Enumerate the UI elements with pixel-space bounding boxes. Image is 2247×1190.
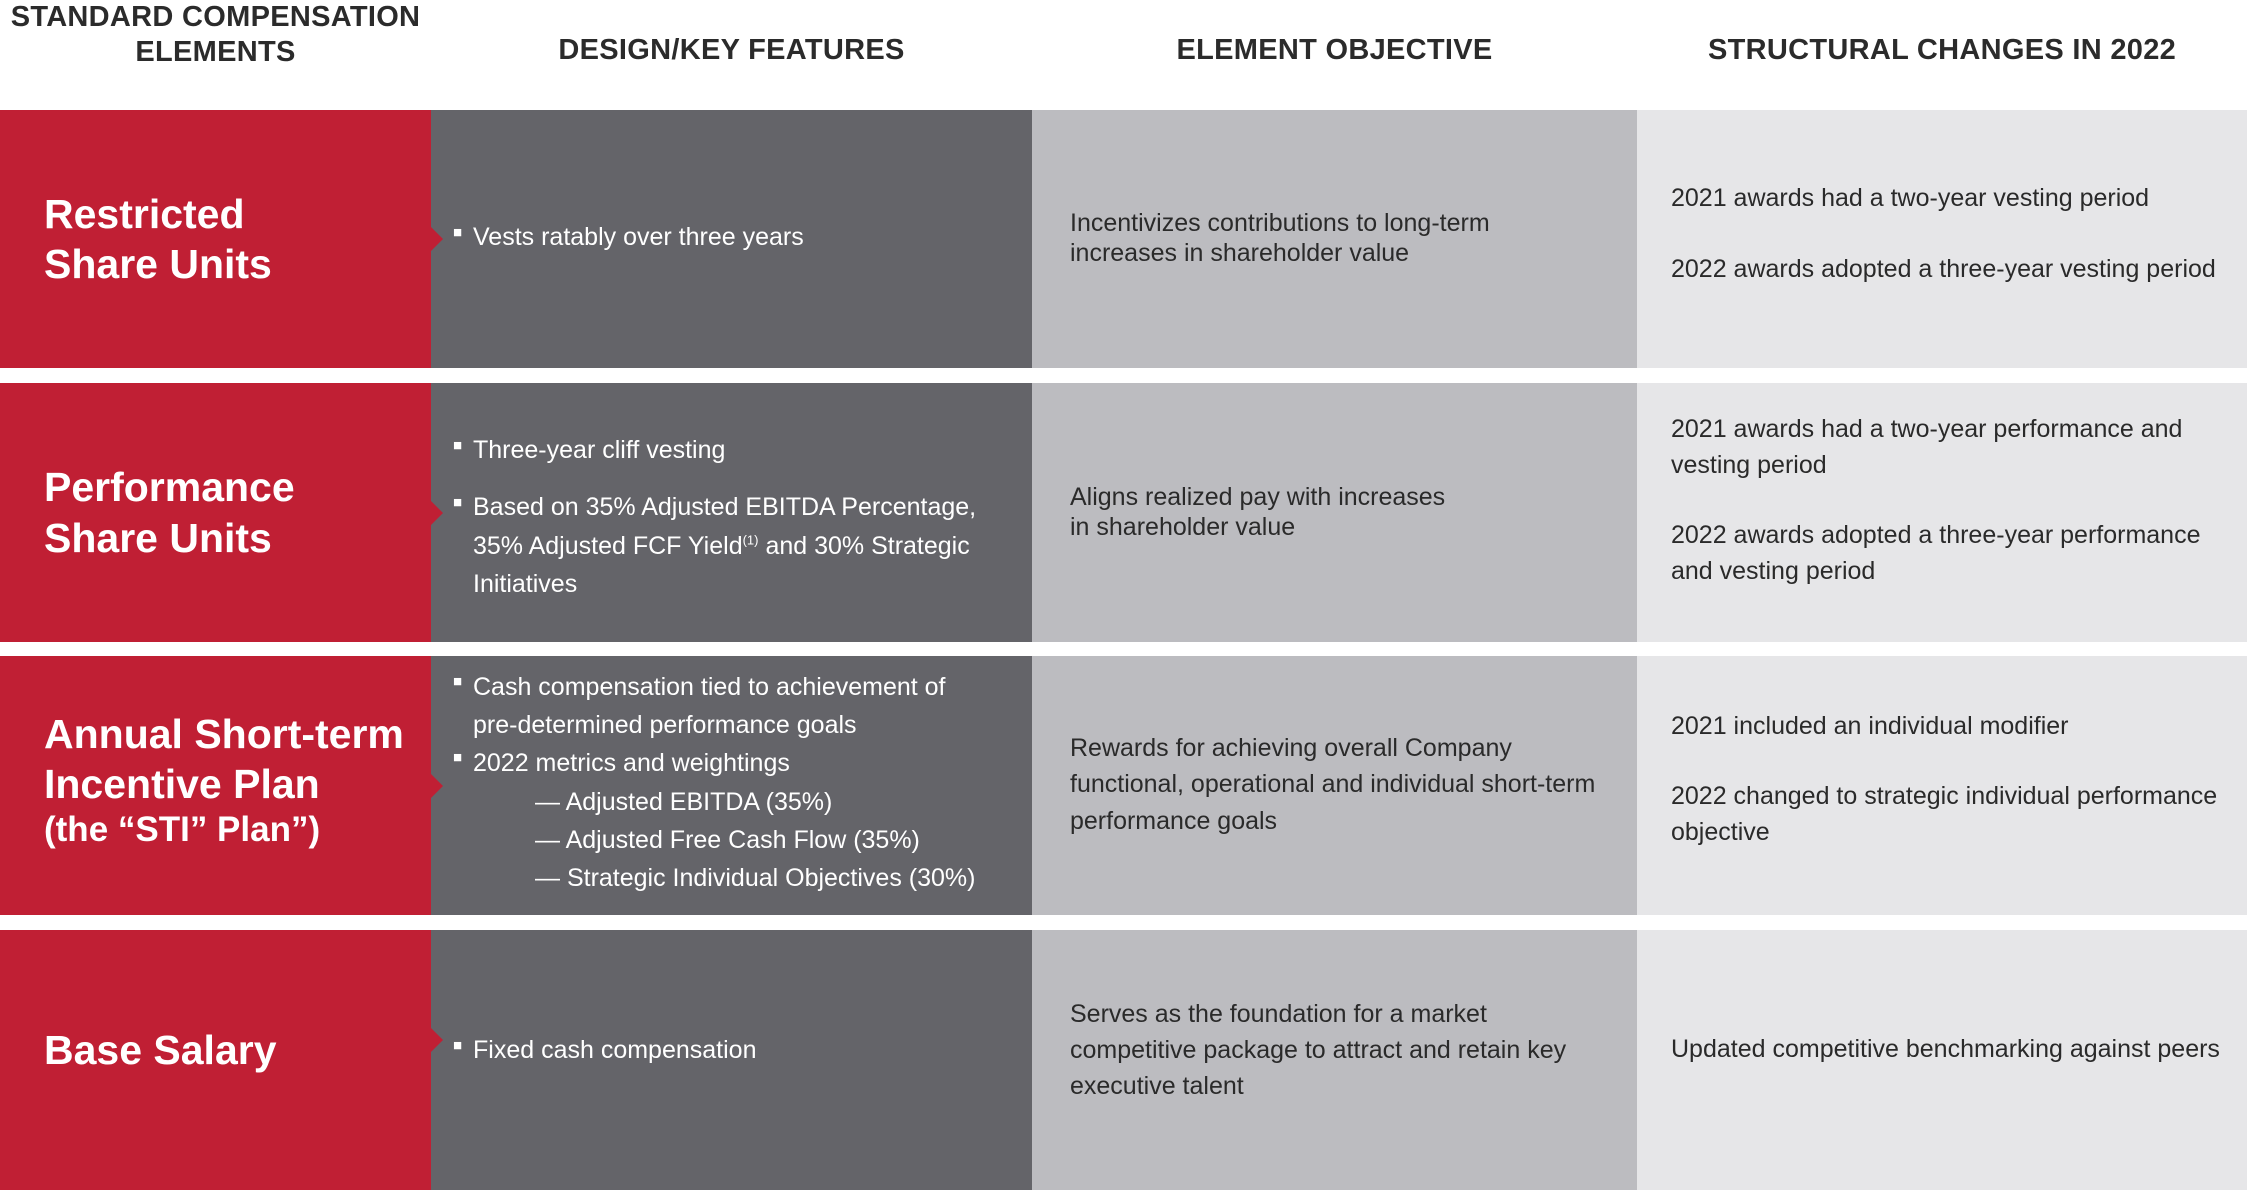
element-name-cell bbox=[0, 383, 431, 642]
element-name-cell bbox=[0, 930, 431, 1190]
features-cell bbox=[431, 110, 1032, 368]
row-base-salary bbox=[0, 930, 2247, 1190]
objective-cell bbox=[1032, 383, 1637, 642]
title-line: Share Units bbox=[44, 241, 272, 287]
objective-cell bbox=[1032, 656, 1637, 915]
feature-bullet bbox=[453, 1031, 756, 1070]
objective-cell bbox=[1032, 930, 1637, 1190]
change-item: 2021 included an individual modifier bbox=[1671, 711, 2069, 740]
changes-cell bbox=[1637, 110, 2247, 368]
feature-text: Based on 35% Adjusted EBITDA Percentage, bbox=[473, 492, 977, 521]
bullet-square-icon: ■ bbox=[453, 749, 463, 767]
element-title bbox=[44, 462, 295, 562]
feature-continuation: pre-determined performance goals bbox=[473, 711, 857, 739]
bullet-square-icon: ■ bbox=[453, 672, 463, 690]
feature-text: Vests ratably over three years bbox=[473, 222, 804, 251]
feature-continuation: Initiatives bbox=[473, 570, 578, 599]
objective-text: Serves as the foundation for a market competitive package to attract and retain key executive talent bbox=[1070, 999, 1567, 1101]
change-item: 2022 awards adopted a three-year vesting period bbox=[1671, 254, 2216, 283]
title-line: Share Units bbox=[44, 514, 272, 561]
feature-text: 35% Adjusted FCF Yield bbox=[473, 531, 743, 560]
header-compensation-elements bbox=[0, 0, 431, 70]
bullet-square-icon: ■ bbox=[453, 437, 463, 454]
title-line: Annual Short-term bbox=[44, 711, 404, 758]
element-title bbox=[44, 709, 404, 852]
row-annual-sti-plan bbox=[0, 656, 2247, 915]
sub-feature: — Adjusted EBITDA (35%) bbox=[535, 787, 833, 816]
change-item: Updated competitive benchmarking against peers bbox=[1671, 1035, 2220, 1064]
row-arrow-icon bbox=[431, 1028, 443, 1052]
change-item: 2022 changed to strategic individual performance objective bbox=[1671, 782, 2218, 846]
bullet-square-icon: ■ bbox=[453, 223, 463, 241]
row-restricted-share-units bbox=[0, 110, 2247, 368]
feature-bullet bbox=[453, 218, 804, 257]
objective-text: Rewards for achieving overall Company functional, operational and individual short-term performance goals bbox=[1070, 734, 1596, 835]
bullet-square-icon: ■ bbox=[453, 1036, 463, 1054]
change-item: 2022 awards adopted a three-year performance and vesting period bbox=[1671, 521, 2201, 585]
feature-text: Fixed cash compensation bbox=[473, 1035, 757, 1064]
row-arrow-icon bbox=[431, 501, 443, 525]
footnote-marker: (1) bbox=[742, 532, 759, 548]
element-title bbox=[44, 189, 272, 289]
element-title bbox=[44, 1025, 277, 1075]
change-item: 2021 awards had a two-year vesting period bbox=[1671, 184, 2150, 212]
row-arrow-icon bbox=[431, 227, 443, 251]
title-line: (the “STI” Plan”) bbox=[44, 810, 321, 850]
feature-bullet bbox=[453, 668, 975, 706]
element-name-cell bbox=[0, 656, 431, 915]
title-line: Performance bbox=[44, 464, 295, 511]
header-element-objective: ELEMENT OBJECTIVE bbox=[1176, 33, 1493, 66]
row-arrow-icon bbox=[431, 774, 443, 798]
objective-text: Incentivizes contributions to long-term increases in shareholder value bbox=[1070, 209, 1490, 267]
bullet-square-icon: ■ bbox=[453, 493, 463, 511]
feature-bullet bbox=[453, 488, 976, 527]
changes-cell bbox=[1637, 656, 2247, 915]
header-design-features: DESIGN/KEY FEATURES bbox=[558, 33, 905, 66]
feature-bullet bbox=[453, 744, 975, 782]
feature-text: 2022 metrics and weightings bbox=[473, 749, 790, 778]
objective-text: Aligns realized pay with increases in shareholder value bbox=[1070, 482, 1446, 541]
change-item: 2021 awards had a two-year performance and vesting period bbox=[1671, 415, 2183, 479]
title-line: Base Salary bbox=[44, 1026, 277, 1073]
title-line: Restricted bbox=[44, 190, 245, 237]
feature-text: and 30% Strategic bbox=[765, 531, 970, 560]
title-line: Incentive Plan bbox=[44, 761, 320, 808]
objective-cell bbox=[1032, 110, 1637, 368]
sub-feature: — Adjusted Free Cash Flow (35%) bbox=[535, 825, 920, 854]
row-performance-share-units bbox=[0, 383, 2247, 642]
element-name-cell bbox=[0, 110, 431, 368]
changes-cell bbox=[1637, 383, 2247, 642]
changes-cell bbox=[1637, 930, 2247, 1190]
features-cell bbox=[431, 930, 1032, 1190]
features-cell bbox=[431, 383, 1032, 642]
feature-text: Cash compensation tied to achievement of bbox=[473, 672, 946, 701]
header-structural-changes: STRUCTURAL CHANGES IN 2022 bbox=[1707, 33, 2177, 66]
header-compensation-elements-text: STANDARD COMPENSATION ELEMENTS bbox=[10, 1, 421, 68]
features-cell bbox=[431, 656, 1032, 915]
feature-bullet bbox=[453, 431, 976, 470]
feature-continuation bbox=[453, 527, 976, 566]
feature-text: Three-year cliff vesting bbox=[473, 436, 726, 464]
sub-feature: — Strategic Individual Objectives (30%) bbox=[535, 864, 976, 892]
